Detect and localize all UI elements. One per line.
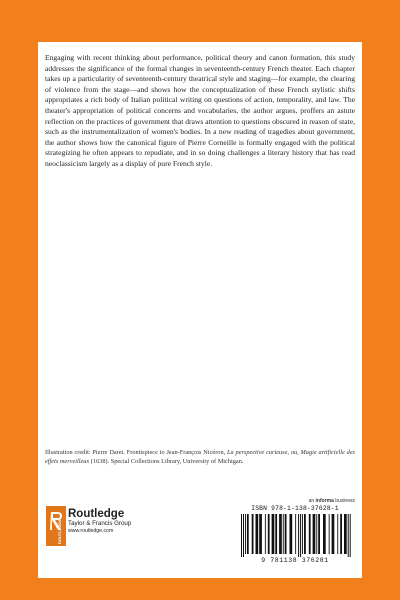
barcode-bar <box>272 514 275 554</box>
barcode-bar <box>304 514 306 554</box>
barcode-bar <box>265 514 266 554</box>
barcode-bar <box>283 514 284 554</box>
barcode-bar <box>323 514 326 554</box>
credit-tail: (1638). Special Collections Library, University of Michigan. <box>89 457 244 465</box>
barcode-bar <box>340 514 342 554</box>
barcode-bar <box>290 514 293 554</box>
barcode-bar <box>252 514 254 554</box>
barcode-bar <box>309 514 311 554</box>
barcode-bar <box>275 514 277 554</box>
barcode-icon <box>240 514 352 557</box>
back-cover-panel <box>38 42 362 578</box>
barcode-bar <box>332 514 335 554</box>
barcode-digits: 9 781138 376281 <box>261 557 329 564</box>
credit-title: La perspective curieuse, ou, Magie artificielle des effets merveilleux <box>45 449 355 465</box>
informa-business-label <box>309 498 355 504</box>
barcode-bar <box>268 514 270 554</box>
barcode-bar <box>300 514 301 557</box>
routledge-logo-icon <box>46 506 66 546</box>
barcode-bar <box>313 514 316 554</box>
isbn-label: ISBN 978-1-138-37628-1 <box>251 505 339 512</box>
barcode-bar <box>298 514 299 557</box>
barcode-bar <box>318 514 320 554</box>
illustration-credit <box>45 449 355 467</box>
publisher-url: www.routledge.com <box>68 528 114 534</box>
barcode-bar <box>316 514 317 554</box>
barcode-bar <box>285 514 287 554</box>
barcode-bar <box>247 514 249 554</box>
publisher-group: Taylor & Francis Group <box>68 520 132 527</box>
isbn-barcode <box>236 505 354 567</box>
barcode-bar <box>256 514 259 554</box>
barcode-bar <box>245 514 246 554</box>
barcode-bar <box>337 514 338 554</box>
informa-name: informa <box>315 498 334 504</box>
logo-lettering: ROUTLEDGE <box>57 518 62 544</box>
publisher-brand <box>68 508 131 535</box>
barcode-bar <box>302 514 303 554</box>
barcode-bar <box>350 514 351 557</box>
barcode-bar <box>243 514 244 557</box>
credit-lead: Illustration credit: Pierre Daret. Frontispiece to Jean-François Nicéron, <box>45 449 228 456</box>
publisher-name: Routledge <box>68 508 125 520</box>
barcode-bar <box>279 514 282 554</box>
barcode-bar <box>259 514 262 554</box>
barcode-bar <box>348 514 349 557</box>
barcode-bar <box>329 514 330 554</box>
informa-prefix: an <box>308 498 316 504</box>
informa-suffix: business <box>333 498 355 504</box>
barcode-bar <box>344 514 347 554</box>
blurb-text: Engaging with recent thinking about performance, political theory and canon formation, this study addresses the significance of the formal changes in seventeenth-century French theater. Each chapter takes up a particularity of seventeenth-century theatrical style and staging—for example, the clearing of violence from the stage—and shows how the conceptualization of these French stylistic shifts appropriates a rich body of Italian political writing on questions of action, temporality, and law. The theater's appropriation of political concerns and vocabularies, the author argues, proffers an astute reflection on the practices of government that draws attention to questions obscured in reason of state, such as the instrumentalization of women's bodies. In a new reading of tragedies about government, the author shows how the canonical figure of Pierre Corneille is formally engaged with the political strategizing he often appears to repudiate, and in so doing challenges a literary history that has read neoclassicism largely as a display of pure French style. <box>45 53 355 168</box>
barcode-bar <box>295 514 296 554</box>
barcode-bar <box>241 514 242 557</box>
